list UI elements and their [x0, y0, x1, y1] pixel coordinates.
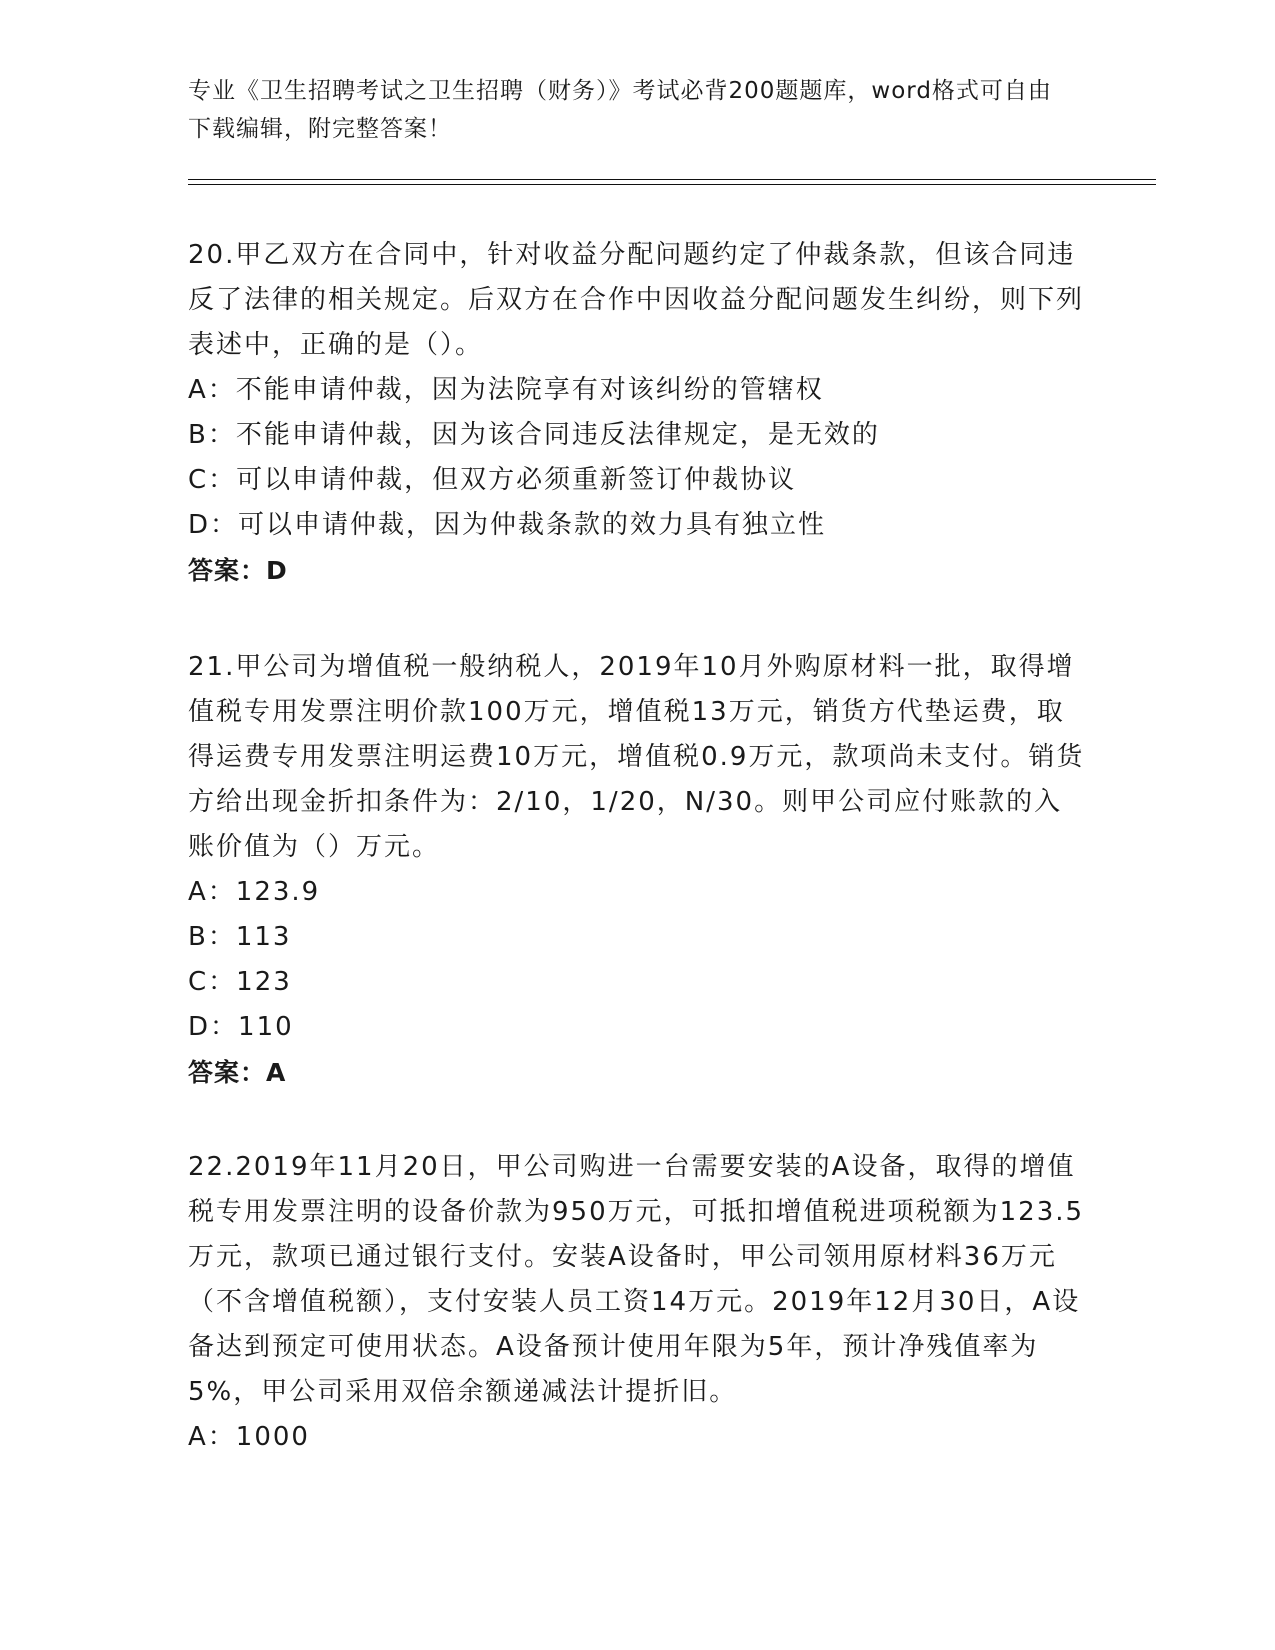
header-divider-top: [188, 179, 1156, 180]
answer-line: 答案：D: [188, 556, 288, 585]
option-a: A：不能申请仲裁，因为法院享有对该纠纷的管辖权: [188, 375, 824, 405]
option-b: B：不能申请仲裁，因为该合同违反法律规定，是无效的: [188, 420, 880, 450]
option-a: A：123.9: [188, 877, 321, 907]
option-b: B：113: [188, 922, 292, 952]
option-c: C：可以申请仲裁，但双方必须重新签订仲裁协议: [188, 465, 797, 495]
option-c: C：123: [188, 967, 292, 997]
question-stem: 22.2019年11月20日，甲公司购进一台需要安装的A设备，取得的增值税专用发票注明的设备价款为950万元，可抵扣增值税进项税额为123.5万元，款项已通过银行支付。安装A设备时，甲公司领用原材料36万元（不含增值税额），支付安装人员工资14万元。2019年12月30日，A设备达到预定可使用状态。A设备预计使用年限为5年，预计净残值率为5%，甲公司采用双倍余额递减法计提折旧。: [188, 1152, 1085, 1407]
question-stem: 21.甲公司为增值税一般纳税人，2019年10月外购原材料一批，取得增值税专用发票注明价款100万元，增值税13万元，销货方代垫运费，取得运费专用发票注明运费10万元，增值税0.9万元，款项尚未支付。销货方给出现金折扣条件为：2/10，1/20，N/30。则甲公司应付账款的入账价值为（）万元。: [188, 652, 1085, 862]
option-d: D：可以申请仲裁，因为仲裁条款的效力具有独立性: [188, 510, 827, 540]
header-divider-bottom: [188, 184, 1156, 185]
question-20: [188, 233, 1088, 593]
question-22: [188, 1145, 1088, 1460]
option-d: D：110: [188, 1012, 294, 1042]
question-stem: 20.甲乙双方在合同中，针对收益分配问题约定了仲裁条款，但该合同违反了法律的相关规定。后双方在合作中因收益分配问题发生纠纷，则下列表述中，正确的是（）。: [188, 240, 1085, 360]
question-21: [188, 645, 1088, 1095]
option-a: A：1000: [188, 1422, 310, 1452]
answer-line: 答案：A: [188, 1058, 287, 1087]
document-header-title: 专业《卫生招聘考试之卫生招聘（财务）》考试必背200题题库，word格式可自由下载编辑，附完整答案！: [188, 78, 1052, 142]
